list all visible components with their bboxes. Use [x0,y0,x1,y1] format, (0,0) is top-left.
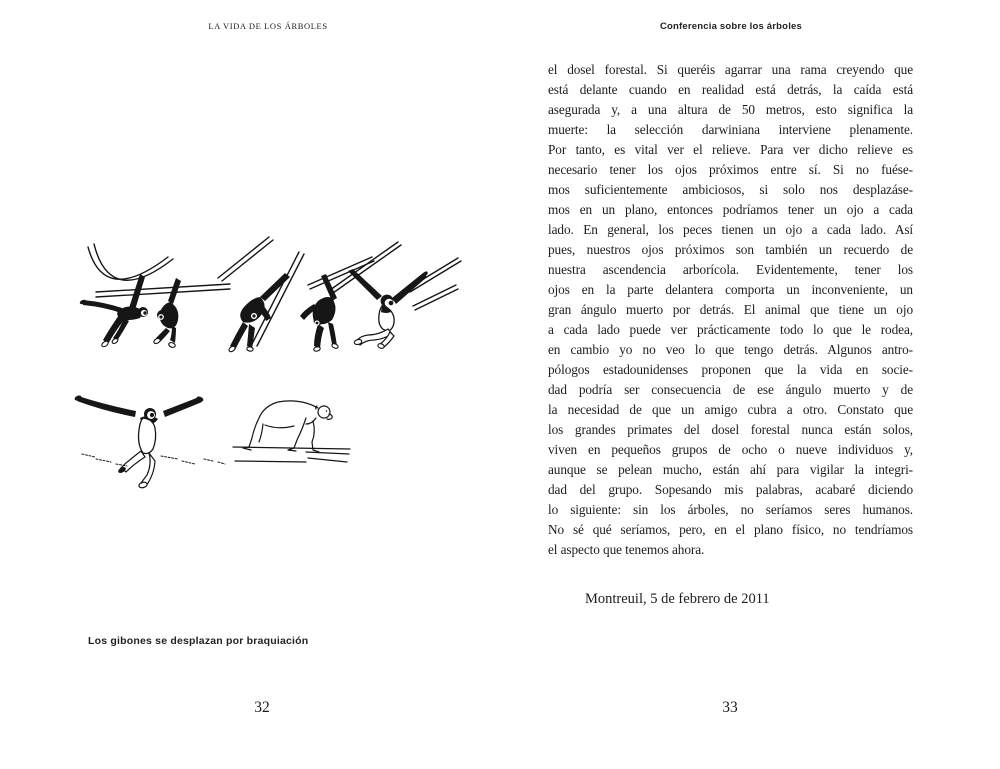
dateline: Montreuil, 5 de febrero de 2011 [585,591,770,607]
body-text-line: los grandes primates del dosel forestal nunca están solos, [548,422,913,437]
body-text-line: Por tanto, es vital ver el relieve. Para ver dicho relieve es [548,142,913,157]
body-text-line: mos suficientemente ambiciosos, si solo nos desplazáse- [548,182,913,197]
gibbons-illustration [66,228,486,498]
running-head-left: LA VIDA DE LOS ÁRBOLES [208,21,328,31]
body-text-line: pues, nuestros ojos próximos son también un recuerdo de [548,242,913,257]
body-text-line: lado. En general, los peces tienen un ojo a cada lado. Así [548,222,913,237]
body-text-line: muerte: la selección darwiniana interviene plenamente. [548,122,913,137]
body-text-line: aunque se pelean mucho, están ahí para vigilar la integri- [548,462,913,477]
body-text-line: necesario tener los ojos próximos entre sí. Si no fuése- [548,162,913,177]
bipedal-gibbon [74,394,225,488]
illustration-caption: Los gibones se desplazan por braquiación [88,635,309,647]
body-text-line: el aspecto que tenemos ahora. [548,542,705,557]
gibbon-swing-1 [79,274,148,348]
body-text-line: dad del grupo. Sopesando mis palabras, acabaré diciendo [548,482,913,497]
body-text-line: asegurada y, a una altura de 50 metros, esto significa la [548,102,913,117]
page-number-right: 33 [722,699,738,716]
body-text-line: nuestra ascendencia arborícola. Evidentemente, tener los [548,262,913,277]
body-text-line: a cada lado puede ver prácticamente todo lo que le rodea, [548,322,913,337]
body-text-line: lo siguiente: sin los árboles, no seríamos seres humanos. [548,502,913,517]
body-text-line: mos en un plano, entonces podríamos tener un ojo a cada [548,202,913,217]
running-head-right: Conferencia sobre los árboles [659,21,802,32]
body-text-line: pólogos estadounidenses proponen que la vida en socie- [548,362,913,377]
quadruped-primate [233,401,350,462]
body-text-line: No sé qué seríamos, pero, en el plano físico, no tendríamos [548,522,913,537]
body-text-line: ojos en la parte delantera comporta un inconveniente, un [548,282,913,297]
body-text-line: dad podría ser consecuencia de ese ángulo muerto y de [548,382,913,397]
body-text-line: en cambio yo no veo lo que tengo detrás. Algunos antro- [548,342,913,357]
body-text-line: el dosel forestal. Si queréis agarrar una rama creyendo que [548,62,913,77]
body-text-line: viven en pequeños grupos de ocho o nueve individuos y, [548,442,913,457]
page-number-left: 32 [254,699,270,716]
body-text [548,60,913,560]
body-text-line: la necesidad de que un amigo cubra a otro. Constato que [548,402,913,417]
body-text-line: está delante cuando en realidad está detrás, la caída está [548,82,913,97]
gibbon-swing-4 [300,274,339,352]
body-text-line: gran ángulo muerto por detrás. El animal que tiene un ojo [548,302,913,317]
